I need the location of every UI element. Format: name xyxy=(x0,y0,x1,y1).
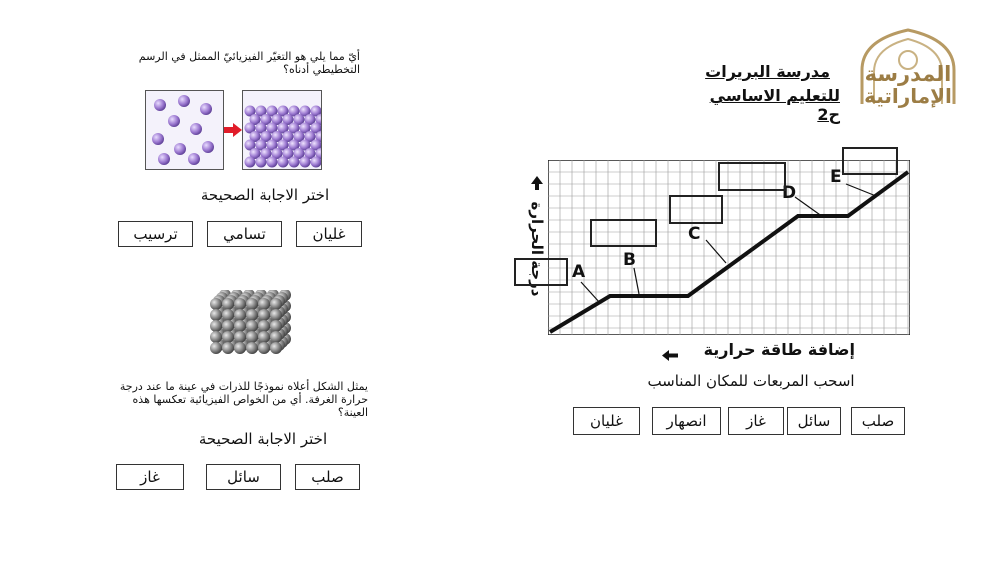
drop-zone-d[interactable] xyxy=(718,162,786,191)
q1-option-deposition[interactable]: ترسيب xyxy=(118,221,193,247)
atom-cube-model xyxy=(206,290,296,360)
point-label-e: E xyxy=(830,167,842,187)
q2-option-solid[interactable]: صلب xyxy=(295,464,360,490)
x-axis-arrow-icon xyxy=(662,346,678,365)
logo-text-bottom: الإماراتية xyxy=(864,84,952,108)
drag-option-liquid[interactable]: سائل xyxy=(787,407,841,435)
point-label-d: D xyxy=(782,183,797,203)
x-axis-label: إضافة طاقة حرارية xyxy=(703,340,855,359)
question2-text: يمثل الشكل أعلاه نموذجًا للذرات في عينة ما عند درجة حرارة الغرفة. أي من الخواص الفيزيائية تعكسها هذه العينة؟ xyxy=(119,380,368,419)
logo-text-top: المدرسة xyxy=(864,62,952,86)
q2-option-gas[interactable]: غاز xyxy=(116,464,184,490)
question1-text: أيّ مما يلي هو التغيّر الفيزيائيّ الممثل في الرسم التخطيطي أدناه؟ xyxy=(138,50,360,76)
question1-prompt: اختر الاجابة الصحيحة xyxy=(200,186,330,204)
drag-option-boiling[interactable]: غليان xyxy=(573,407,640,435)
point-label-a: A xyxy=(572,262,586,282)
drag-option-melting[interactable]: انصهار xyxy=(652,407,721,435)
drag-option-gas[interactable]: غاز xyxy=(728,407,784,435)
drop-zone-a[interactable] xyxy=(514,258,568,286)
q1-option-boiling[interactable]: غليان xyxy=(296,221,362,247)
q2-option-liquid[interactable]: سائل xyxy=(206,464,281,490)
question2-prompt: اختر الاجابة الصحيحة xyxy=(198,430,328,448)
q1-option-sublimation[interactable]: تسامي xyxy=(207,221,282,247)
point-label-c: C xyxy=(688,224,701,244)
y-axis-label: درجة الحرارة xyxy=(528,201,546,297)
school-grade: للتعليم الاساسي ح2 xyxy=(709,86,840,124)
school-name: مدرسة البريرات xyxy=(705,62,830,81)
solid-particles-diagram xyxy=(242,90,322,170)
drop-zone-b[interactable] xyxy=(590,219,657,247)
drop-zone-c[interactable] xyxy=(669,195,723,224)
gas-particles-diagram xyxy=(145,90,224,170)
drop-zone-e[interactable] xyxy=(842,147,898,175)
drag-option-solid[interactable]: صلب xyxy=(851,407,905,435)
point-label-b: B xyxy=(623,250,636,270)
school-logo xyxy=(852,26,964,110)
arrow-right-icon xyxy=(224,122,242,141)
drag-instruction: اسحب المربعات للمكان المناسب xyxy=(647,372,855,390)
